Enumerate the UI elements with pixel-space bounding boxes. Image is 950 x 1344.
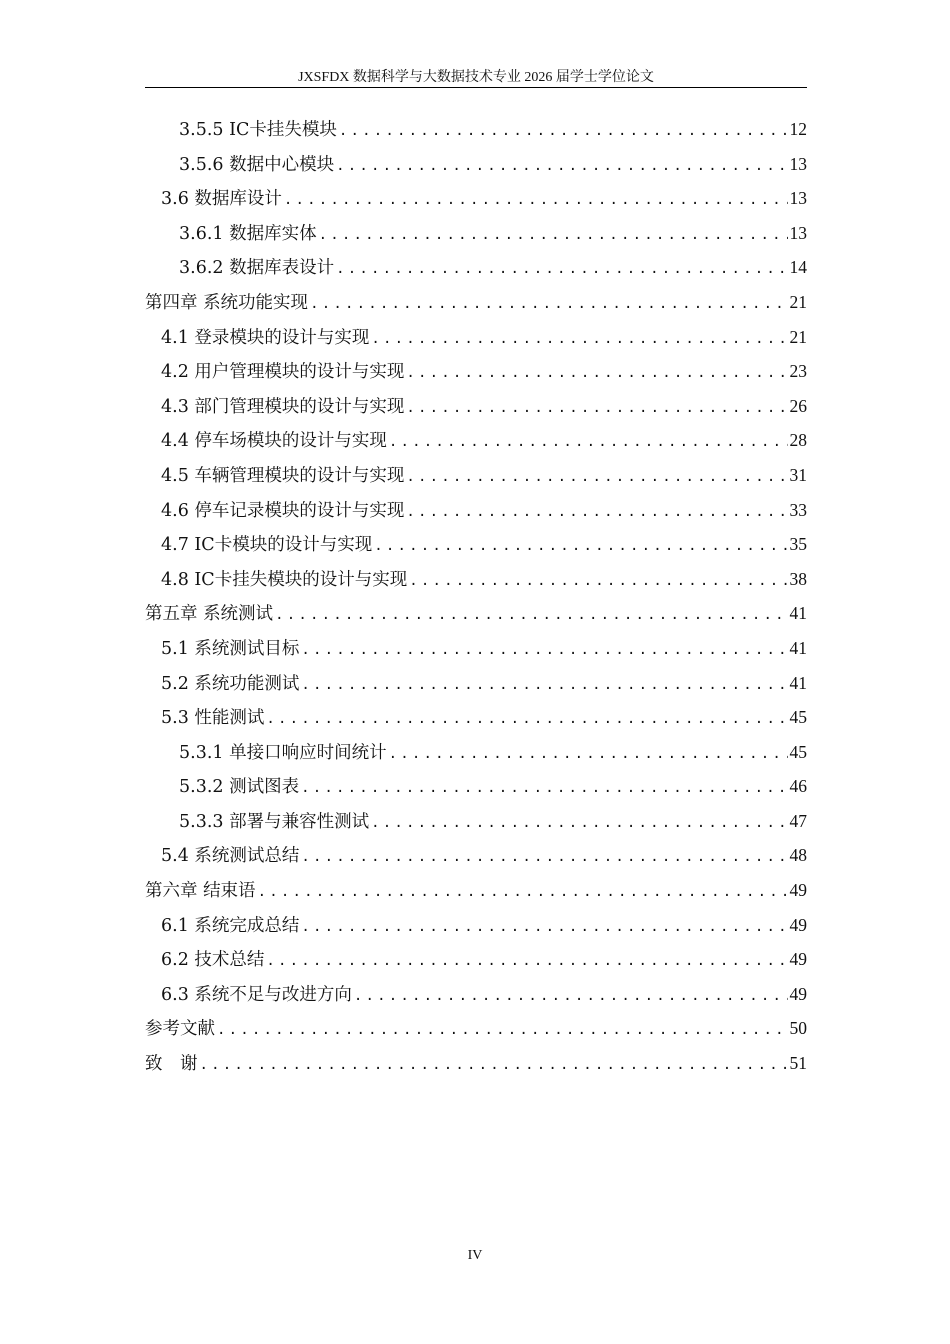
table-of-contents: [145, 112, 807, 1081]
toc-dot-leader: [409, 564, 787, 599]
toc-entry-page: 49: [789, 914, 807, 935]
toc-entry-title: 4.3 部门管理模块的设计与实现: [161, 396, 405, 417]
toc-entry-title: 5.4 系统测试总结: [161, 846, 300, 867]
toc-entry-title: 5.3.3 部署与兼容性测试: [179, 811, 370, 832]
toc-dot-leader: [339, 114, 788, 149]
toc-entry[interactable]: [145, 354, 807, 389]
toc-dot-leader: [310, 287, 787, 322]
toc-dot-leader: [406, 460, 787, 495]
toc-entry-page: 21: [789, 326, 807, 347]
toc-dot-leader: [406, 356, 787, 391]
toc-dot-leader: [374, 529, 787, 564]
toc-entry-page: 49: [789, 983, 807, 1004]
toc-entry-page: 47: [789, 810, 807, 831]
toc-dot-leader: [371, 322, 787, 357]
toc-entry-title: 6.1 系统完成总结: [161, 915, 300, 936]
toc-entry-page: 26: [789, 395, 807, 416]
toc-entry[interactable]: [145, 666, 807, 701]
toc-entry-page: 38: [789, 568, 807, 589]
toc-entry-page: 13: [789, 222, 807, 243]
toc-entry[interactable]: [145, 908, 807, 943]
toc-entry[interactable]: [145, 838, 807, 873]
toc-entry[interactable]: [145, 320, 807, 355]
toc-entry-title: 4.8 IC卡挂失模块的设计与实现: [161, 569, 408, 590]
toc-entry-page: 31: [789, 464, 807, 485]
toc-entry-title: 致 谢: [145, 1054, 198, 1075]
toc-entry-page: 41: [789, 603, 807, 624]
toc-entry-page: 50: [789, 1018, 807, 1039]
toc-dot-leader: [301, 840, 787, 875]
toc-entry[interactable]: [145, 631, 807, 666]
toc-dot-leader: [371, 806, 787, 841]
toc-entry-page: 12: [789, 119, 807, 139]
toc-entry-page: 45: [789, 741, 807, 762]
toc-dot-leader: [266, 944, 787, 979]
toc-dot-leader: [301, 633, 787, 668]
toc-entry-title: 5.3 性能测试: [161, 708, 265, 729]
toc-entry-page: 41: [789, 637, 807, 658]
toc-entry-title: 4.5 车辆管理模块的设计与实现: [161, 465, 405, 486]
toc-entry-page: 13: [789, 153, 807, 174]
toc-entry[interactable]: [145, 112, 807, 147]
toc-entry[interactable]: [145, 147, 807, 182]
toc-entry[interactable]: [145, 769, 807, 804]
toc-entry[interactable]: [145, 423, 807, 458]
toc-dot-leader: [319, 218, 788, 253]
toc-entry-page: 14: [789, 257, 807, 278]
toc-entry-title: 3.5.6 数据中心模块: [179, 154, 335, 175]
toc-entry-title: 第四章 系统功能实现: [145, 292, 309, 313]
header-divider: [145, 87, 807, 88]
toc-entry[interactable]: [145, 1011, 807, 1046]
toc-dot-leader: [301, 771, 787, 806]
toc-entry-page: 41: [789, 672, 807, 693]
toc-entry-page: 35: [789, 534, 807, 555]
toc-entry[interactable]: [145, 493, 807, 528]
toc-entry[interactable]: [145, 942, 807, 977]
toc-entry[interactable]: [145, 458, 807, 493]
toc-entry-page: 28: [789, 430, 807, 451]
toc-entry[interactable]: [145, 527, 807, 562]
toc-dot-leader: [354, 979, 788, 1014]
toc-entry-title: 5.2 系统功能测试: [161, 673, 300, 694]
toc-dot-leader: [275, 598, 787, 633]
toc-entry-title: 6.2 技术总结: [161, 950, 265, 971]
toc-entry[interactable]: [145, 181, 807, 216]
toc-entry-title: 5.1 系统测试目标: [161, 638, 300, 659]
toc-entry[interactable]: [145, 735, 807, 770]
toc-entry[interactable]: [145, 250, 807, 285]
toc-entry-title: 4.7 IC卡模块的设计与实现: [161, 535, 373, 556]
toc-entry-page: 48: [789, 845, 807, 866]
toc-entry[interactable]: [145, 1046, 807, 1081]
toc-dot-leader: [266, 702, 787, 737]
toc-dot-leader: [217, 1013, 788, 1048]
toc-entry-title: 3.6 数据库设计: [161, 189, 282, 210]
toc-entry-title: 第六章 结束语: [145, 881, 256, 902]
toc-entry-title: 4.6 停车记录模块的设计与实现: [161, 500, 405, 521]
toc-entry-page: 45: [789, 707, 807, 728]
toc-entry[interactable]: [145, 873, 807, 908]
toc-dot-leader: [258, 875, 788, 910]
toc-entry-page: 49: [789, 949, 807, 970]
toc-entry-title: 5.3.2 测试图表: [179, 777, 300, 798]
toc-entry[interactable]: [145, 596, 807, 631]
toc-entry-page: 46: [789, 776, 807, 797]
toc-entry[interactable]: [145, 804, 807, 839]
toc-dot-leader: [389, 737, 788, 772]
toc-entry[interactable]: [145, 700, 807, 735]
toc-entry-title: 6.3 系统不足与改进方向: [161, 984, 352, 1005]
toc-dot-leader: [284, 183, 788, 218]
toc-entry-title: 3.5.5 IC卡挂失模块: [179, 120, 337, 140]
toc-entry-page: 13: [789, 188, 807, 209]
page-number: IV: [467, 1248, 483, 1263]
toc-entry-title: 3.6.1 数据库实体: [179, 223, 317, 244]
toc-entry-title: 第五章 系统测试: [145, 604, 274, 625]
toc-entry-page: 21: [789, 291, 807, 312]
toc-dot-leader: [336, 149, 787, 184]
toc-dot-leader: [301, 668, 787, 703]
toc-dot-leader: [406, 391, 787, 426]
toc-dot-leader: [200, 1048, 788, 1083]
toc-entry-page: 33: [789, 499, 807, 520]
toc-dot-leader: [336, 252, 787, 287]
toc-entry[interactable]: [145, 216, 807, 251]
toc-entry-page: 51: [789, 1053, 807, 1074]
toc-entry[interactable]: [145, 562, 807, 597]
toc-entry-title: 4.1 登录模块的设计与实现: [161, 327, 370, 348]
toc-entry[interactable]: [145, 285, 807, 320]
toc-entry-page: 49: [789, 880, 807, 901]
toc-entry-title: 5.3.1 单接口响应时间统计: [179, 742, 387, 763]
toc-entry[interactable]: [145, 389, 807, 424]
toc-entry-title: 参考文献: [145, 1019, 215, 1040]
toc-dot-leader: [301, 910, 787, 945]
toc-dot-leader: [389, 425, 788, 460]
toc-entry-page: 23: [789, 361, 807, 382]
toc-entry-title: 4.2 用户管理模块的设计与实现: [161, 362, 405, 383]
toc-dot-leader: [406, 495, 787, 530]
toc-entry-title: 3.6.2 数据库表设计: [179, 258, 335, 279]
page-header-title: JXSFDX 数据科学与大数据技术专业 2026 届学士学位论文: [298, 70, 654, 85]
toc-entry-title: 4.4 停车场模块的设计与实现: [161, 431, 387, 452]
toc-entry[interactable]: [145, 977, 807, 1012]
